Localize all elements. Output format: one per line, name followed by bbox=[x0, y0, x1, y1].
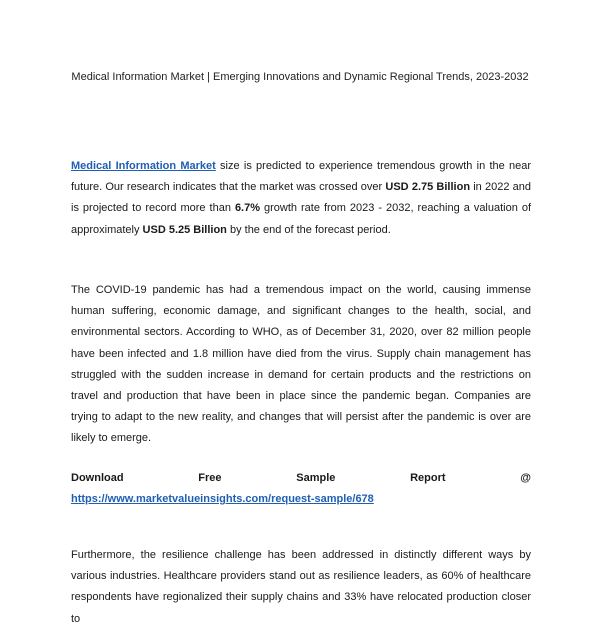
sample-report-link[interactable]: https://www.marketvalueinsights.com/request-sample/678 bbox=[71, 493, 374, 506]
covid-paragraph: The COVID-19 pandemic has had a tremendous impact on the world, causing immense human suffering, economic damage, and significant changes to the health, social, and environmental sectors. According to WHO, as of December 31, 2020, over 82 million people have been infected and 1.8 million have died from the virus. Supply chain management has struggled with the sudden increase in demand for certain products and the restrictions on travel and production that have been in place since the pandemic began. Companies are trying to adapt to the new reality, and changes that will persist after the pandemic is over are likely to emerge. bbox=[71, 284, 531, 445]
intro-text-2: in 2022 and is projected to record more than bbox=[71, 181, 532, 215]
market-value-2022: USD 2.75 Billion bbox=[385, 181, 471, 194]
intro-text-1: size is predicted to experience tremendous growth in the near future. Our research indicates that the market was crossed over bbox=[71, 160, 532, 194]
growth-rate: 6.7% bbox=[234, 202, 261, 215]
market-link[interactable]: Medical Information Market bbox=[71, 160, 216, 172]
intro-text-4: by the end of the forecast period. bbox=[226, 223, 391, 236]
market-value-forecast: USD 5.25 Billion bbox=[142, 223, 227, 236]
document-title: Medical Information Market | Emerging Innovations and Dynamic Regional Trends, 2023-2032 bbox=[71, 71, 529, 83]
intro-text-3: growth rate from 2023 - 2032, reaching a valuation of approximately bbox=[71, 202, 532, 236]
resilience-paragraph: Furthermore, the resilience challenge has been addressed in distinctly different ways by various industries. Healthcare providers stand out as resilience leaders, as 60% of healthcare respondents have regionalized their supply chains and 33% have relocated production closer to bbox=[71, 549, 531, 625]
intro-paragraph bbox=[71, 156, 531, 241]
download-paragraph bbox=[71, 468, 531, 510]
download-label: Download Free Sample Report @ bbox=[71, 472, 531, 484]
